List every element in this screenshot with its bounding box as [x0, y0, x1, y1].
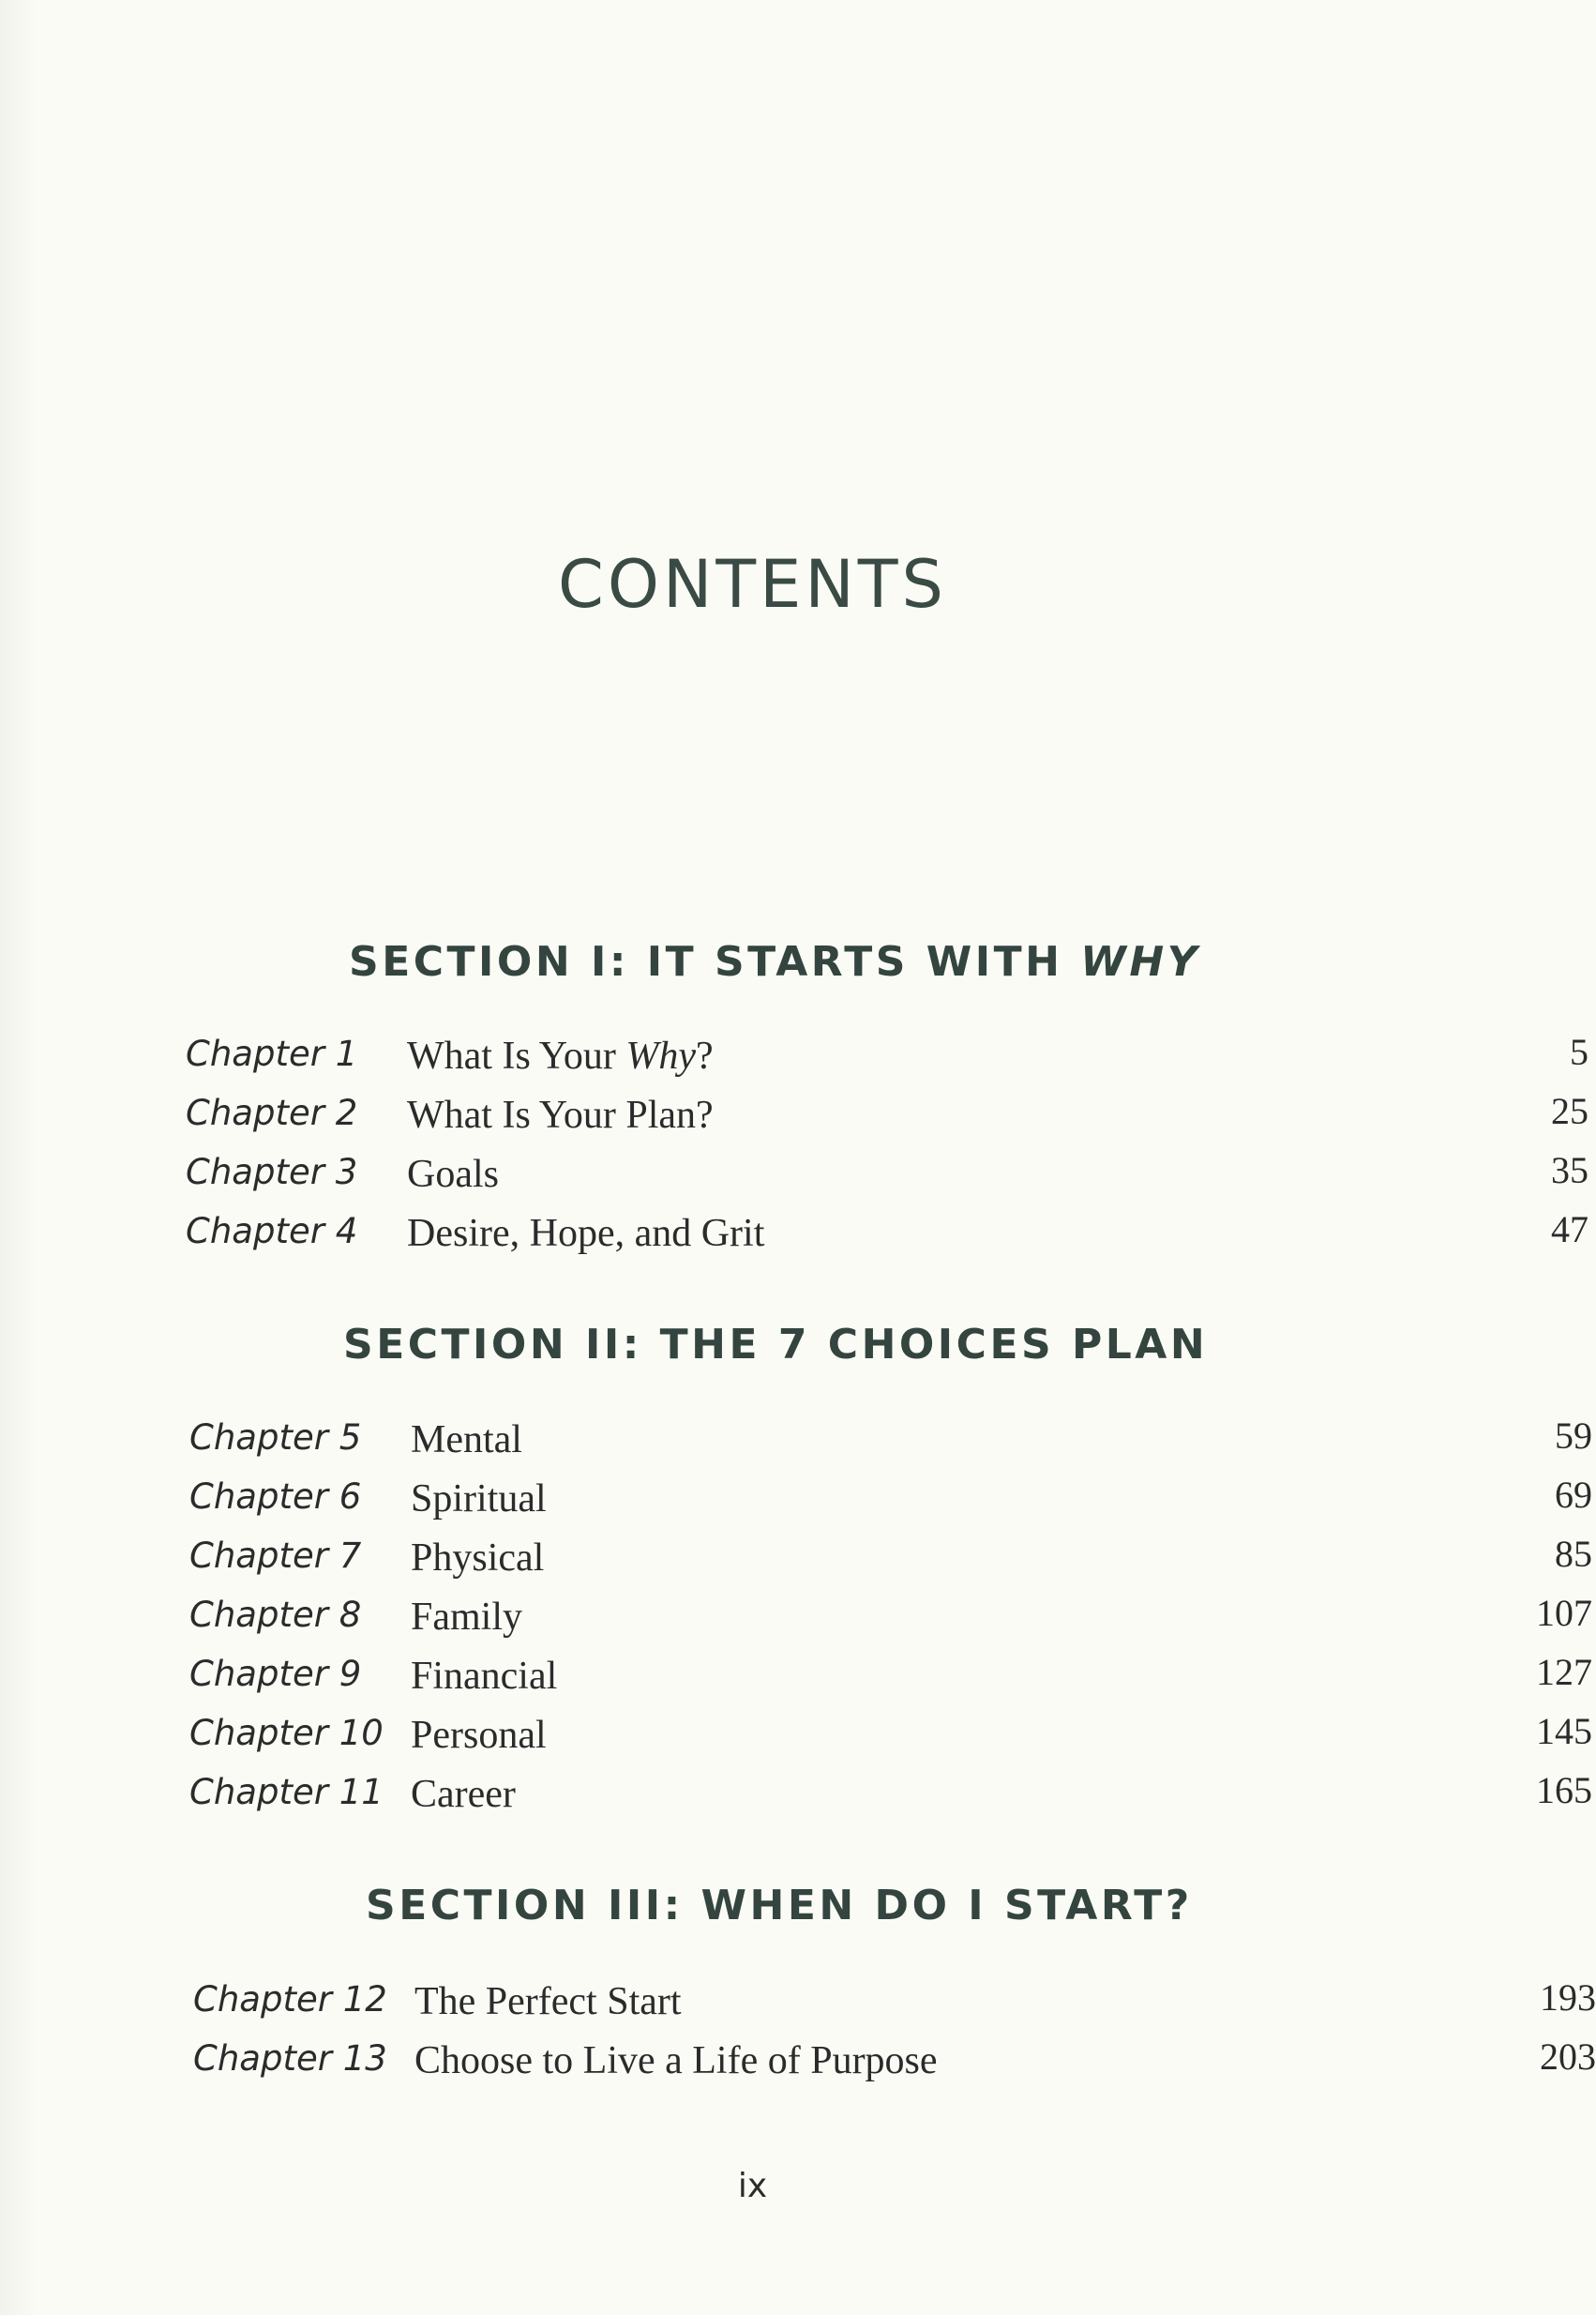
- toc-entry-chapter-12[interactable]: [193, 1976, 1596, 2035]
- toc-entry-chapter-10[interactable]: [189, 1710, 1592, 1769]
- chapter-label: Chapter 13: [193, 2038, 387, 2079]
- chapter-page-number: 127: [1536, 1651, 1592, 1693]
- toc-entry-chapter-6[interactable]: [189, 1474, 1592, 1533]
- toc-entry-chapter-4[interactable]: [186, 1208, 1588, 1267]
- chapter-page-number: 35: [1551, 1149, 1588, 1191]
- toc-entry-chapter-3[interactable]: [186, 1149, 1588, 1208]
- chapter-label: Chapter 12: [193, 1979, 387, 2020]
- chapter-page-number: 165: [1536, 1769, 1592, 1811]
- chapter-title: Family: [411, 1596, 523, 1639]
- toc-entry-chapter-9[interactable]: [189, 1651, 1592, 1710]
- chapter-label: Chapter 2: [186, 1093, 358, 1133]
- chapter-page-number: 203: [1540, 2035, 1596, 2078]
- section-heading-text: SECTION I: IT STARTS WITH: [349, 938, 1081, 986]
- chapter-title: Desire, Hope, and Grit: [407, 1212, 765, 1255]
- chapter-page-number: 59: [1555, 1415, 1592, 1457]
- chapter-title-emphasis: Why: [625, 1035, 696, 1078]
- chapter-page-number: 107: [1536, 1592, 1592, 1634]
- chapter-label: Chapter 8: [189, 1595, 362, 1635]
- chapter-label: Chapter 3: [186, 1152, 358, 1192]
- section-heading-emphasis: WHY: [1080, 938, 1201, 986]
- chapter-label: Chapter 6: [189, 1476, 362, 1517]
- chapter-page-number: 69: [1555, 1474, 1592, 1516]
- chapter-page-number: 193: [1540, 1976, 1596, 2019]
- chapter-title: Personal: [411, 1714, 547, 1757]
- chapter-title-text: What Is Your: [407, 1035, 626, 1078]
- chapter-title: Mental: [411, 1418, 522, 1461]
- chapter-title: Choose to Live a Life of Purpose: [414, 2039, 938, 2082]
- chapter-page-number: 85: [1555, 1533, 1592, 1575]
- chapter-title: [407, 1034, 714, 1079]
- chapter-page-number: 145: [1536, 1710, 1592, 1752]
- section-heading-1: [349, 938, 1200, 986]
- toc-entry-chapter-11[interactable]: [189, 1769, 1592, 1828]
- chapter-label: Chapter 10: [189, 1713, 384, 1753]
- chapter-label: Chapter 11: [189, 1772, 384, 1812]
- chapter-label: Chapter 9: [189, 1654, 362, 1694]
- chapter-title: Physical: [411, 1536, 545, 1580]
- chapter-title: Career: [411, 1773, 516, 1816]
- toc-entry-chapter-2[interactable]: [186, 1090, 1588, 1149]
- chapter-page-number: 47: [1551, 1208, 1588, 1250]
- page-title: CONTENTS: [558, 546, 947, 623]
- toc-entry-chapter-13[interactable]: [193, 2035, 1596, 2095]
- chapter-title: The Perfect Start: [414, 1980, 682, 2023]
- toc-entry-chapter-8[interactable]: [189, 1592, 1592, 1651]
- chapter-label: Chapter 4: [186, 1211, 358, 1251]
- chapter-title: Financial: [411, 1655, 558, 1698]
- chapter-title: Goals: [407, 1153, 499, 1196]
- chapter-title: Spiritual: [411, 1477, 547, 1521]
- chapter-label: Chapter 5: [189, 1417, 362, 1458]
- toc-entry-chapter-1[interactable]: [186, 1031, 1588, 1090]
- chapter-page-number: 25: [1551, 1090, 1588, 1132]
- chapter-label: Chapter 7: [189, 1536, 362, 1576]
- section-heading-3: SECTION III: WHEN DO I START?: [366, 1882, 1193, 1929]
- chapter-title: What Is Your Plan?: [407, 1094, 714, 1137]
- chapter-label: Chapter 1: [186, 1034, 358, 1074]
- section-heading-2: SECTION II: THE 7 CHOICES PLAN: [343, 1321, 1209, 1369]
- chapter-title-suffix: ?: [695, 1035, 714, 1078]
- chapter-page-number: 5: [1570, 1031, 1588, 1073]
- toc-entry-chapter-5[interactable]: [189, 1415, 1592, 1474]
- toc-entry-chapter-7[interactable]: [189, 1533, 1592, 1592]
- page-number-folio: ix: [737, 2167, 768, 2205]
